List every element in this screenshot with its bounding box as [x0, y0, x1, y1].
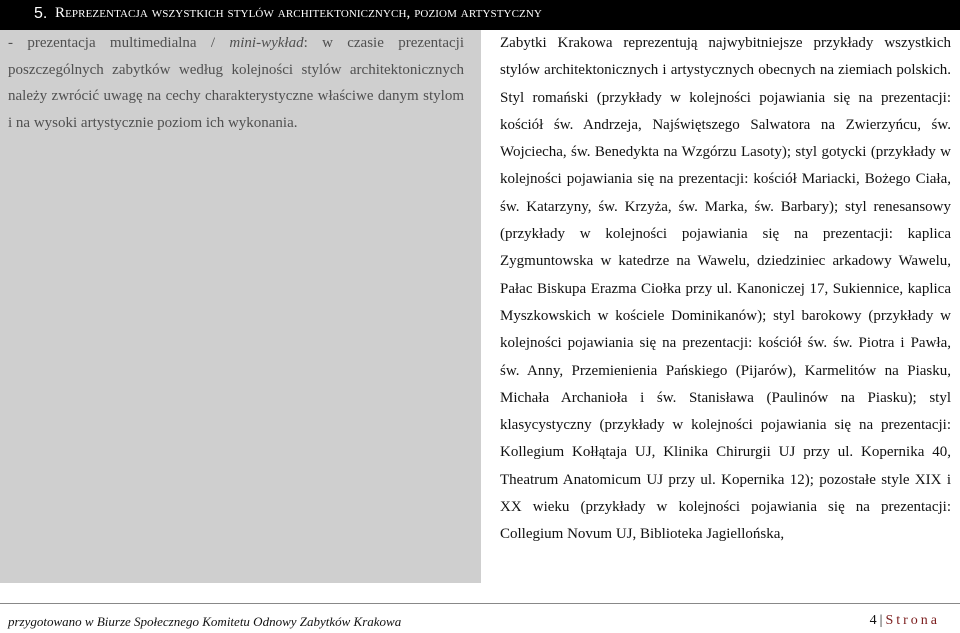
- section-number: 5.: [34, 5, 48, 22]
- activity-description: [8, 30, 464, 136]
- monuments-description: Zabytki Krakowa reprezentują najwybitniejsze przykłady wszystkich stylów architektonicznych i artystycznych obecnych na ziemiach polskich. Styl romański (przykłady w kolejności pojawiania się na prezentacji: kościół św. Andrzeja, Najświętszego Salwatora na Zwierzyńcu, św. Wojciecha, św. Benedykta na Wzgórzu Lasoty); styl gotycki (przykłady w kolejności pojawiania się na prezentacji: kościół Mariacki, Bożego Ciała, św. Katarzyny, św. Krzyża, św. Marka, św. Barbary); styl renesansowy (przykłady w kolejności pojawiania się na prezentacji: kaplica Zygmuntowska w katedrze na Wawelu, dziedziniec arkadowy Wawelu, Pałac Biskupa Erazma Ciołka przy ul. Kanoniczej 17, Sukiennice, kaplica Myszkowskich w kościele Dominikanów); styl barokowy (przykłady w kolejności pojawiania się na prezentacji: kościół św. św. Piotra i Pawła, św. Anny, Przemienienia Pańskiego (Pijarów), Karmelitów na Piasku, Michała Archanioła i św. Stanisława (Paulinów na Piasku); styl klasycystyczny (przykłady w kolejności pojawiania się na prezentacji: Kollegium Kołłątaja UJ, Klinika Chirurgii UJ przy ul. Kopernika 40, Theatrum Anatomicum UJ przy ul. Kopernika 12); pozostałe style XIX i XX wieku (przykłady w kolejności pojawiania się na prezentacji: Collegium Novum UJ, Biblioteka Jagiellońska,: [500, 35, 951, 543]
- right-column: [483, 30, 960, 583]
- page-label: Strona: [885, 613, 940, 628]
- activity-text: : w czasie prezentacji poszczególnych zabytków według kolejności stylów architektonicznych należy zwrócić uwagę na cechy charakterystyczne właściwe danym stylom i na wysoki artystycznie poziom ich wykonania.: [8, 35, 464, 131]
- page-number: 4: [869, 613, 877, 628]
- left-column: [0, 30, 481, 583]
- activity-emphasis: mini-wykład: [229, 35, 304, 51]
- page-separator: |: [879, 613, 883, 628]
- section-title: Reprezentacja wszystkich stylów architektonicznych, poziom artystyczny: [55, 5, 542, 21]
- page-indicator: [870, 613, 940, 629]
- section-header: [0, 0, 960, 30]
- footer-divider: [0, 603, 960, 604]
- activity-prefix: - prezentacja multimedialna /: [8, 35, 230, 51]
- footer-credit: przygotowano w Biurze Społecznego Komitetu Odnowy Zabytków Krakowa: [8, 614, 402, 629]
